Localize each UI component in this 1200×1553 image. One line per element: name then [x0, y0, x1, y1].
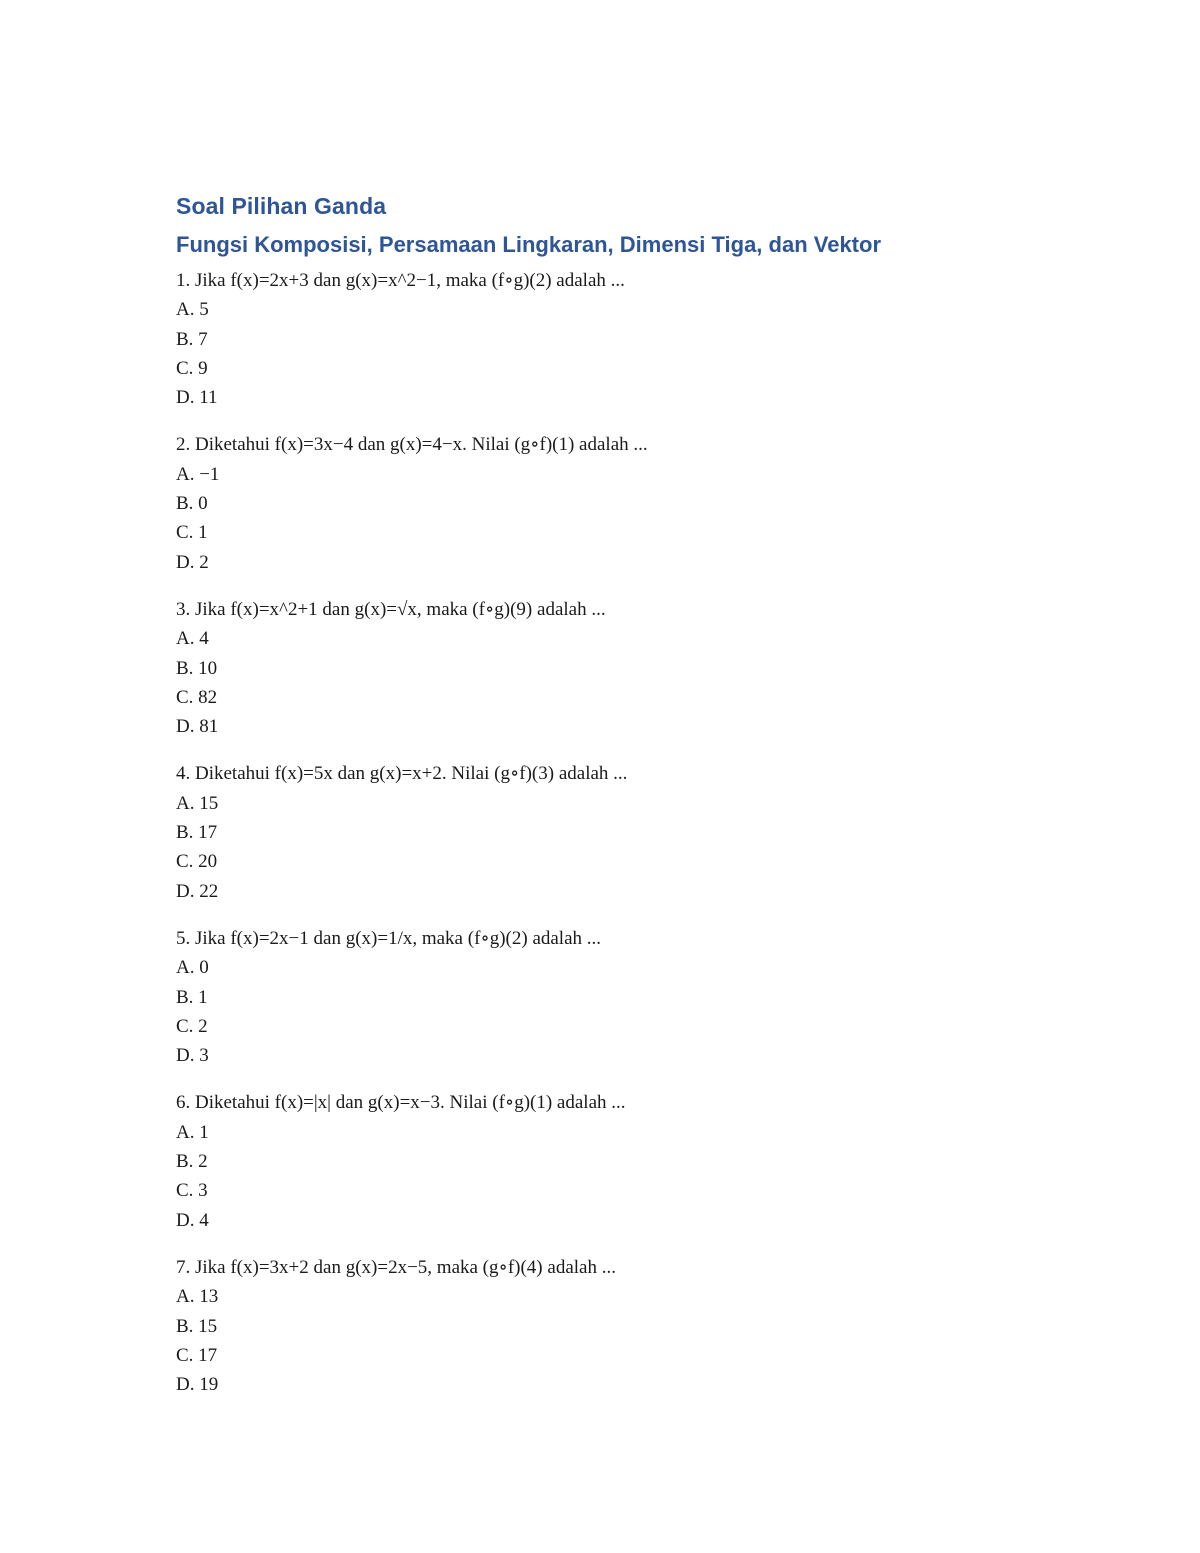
option-c: C. 17: [176, 1344, 218, 1366]
option-b: B. 15: [176, 1315, 218, 1337]
option-d: D. 22: [176, 880, 219, 902]
document-subtitle: Fungsi Komposisi, Persamaan Lingkaran, Dimensi Tiga, dan Vektor: [176, 232, 882, 257]
question-5: [176, 924, 1076, 1070]
option-b: B. 10: [176, 657, 218, 679]
option-c: C. 82: [176, 686, 218, 708]
option-b: B. 0: [176, 493, 208, 515]
question-text: 1. Jika f(x)=2x+3 dan g(x)=x^2−1, maka (f∘g)(2) adalah ...: [176, 270, 625, 291]
question-6: [176, 1088, 1076, 1234]
option-c: C. 9: [176, 357, 208, 379]
option-c: C. 3: [176, 1180, 208, 1202]
option-c: C. 20: [176, 851, 218, 873]
option-d: D. 81: [176, 716, 219, 738]
question-4: [176, 759, 1076, 905]
option-a: A. 13: [176, 1286, 219, 1308]
option-b: B. 17: [176, 822, 218, 844]
option-a: A. 0: [176, 957, 209, 979]
option-b: B. 2: [176, 1151, 208, 1173]
question-text: 6. Diketahui f(x)=|x| dan g(x)=x−3. Nilai (f∘g)(1) adalah ...: [176, 1092, 626, 1114]
document-page: [176, 192, 1076, 1417]
option-d: D. 3: [176, 1045, 209, 1067]
question-7: [176, 1253, 1076, 1399]
option-b: B. 7: [176, 328, 208, 350]
option-a: A. 4: [176, 628, 209, 650]
question-1: [176, 266, 1076, 412]
option-c: C. 2: [176, 1015, 208, 1037]
question-list: [176, 266, 1076, 1399]
question-text: 5. Jika f(x)=2x−1 dan g(x)=1/x, maka (f∘g)(2) adalah ...: [176, 927, 602, 949]
option-d: D. 4: [176, 1209, 209, 1231]
document-title: Soal Pilihan Ganda: [176, 193, 387, 219]
option-c: C. 1: [176, 522, 208, 544]
question-text: 7. Jika f(x)=3x+2 dan g(x)=2x−5, maka (g∘f)(4) adalah ...: [176, 1256, 616, 1278]
option-d: D. 11: [176, 387, 218, 409]
option-d: D. 19: [176, 1374, 219, 1396]
question-text: 4. Diketahui f(x)=5x dan g(x)=x+2. Nilai (g∘f)(3) adalah ...: [176, 763, 628, 785]
option-d: D. 2: [176, 551, 209, 573]
option-a: A. 5: [176, 299, 209, 321]
question-2: [176, 430, 1076, 576]
question-3: [176, 595, 1076, 741]
option-a: A. −1: [176, 463, 220, 485]
option-b: B. 1: [176, 986, 208, 1008]
question-text: 2. Diketahui f(x)=3x−4 dan g(x)=4−x. Nilai (g∘f)(1) adalah ...: [176, 434, 648, 456]
question-text: 3. Jika f(x)=x^2+1 dan g(x)=√x, maka (f∘g)(9) adalah ...: [176, 598, 606, 620]
option-a: A. 15: [176, 792, 219, 814]
option-a: A. 1: [176, 1121, 209, 1143]
